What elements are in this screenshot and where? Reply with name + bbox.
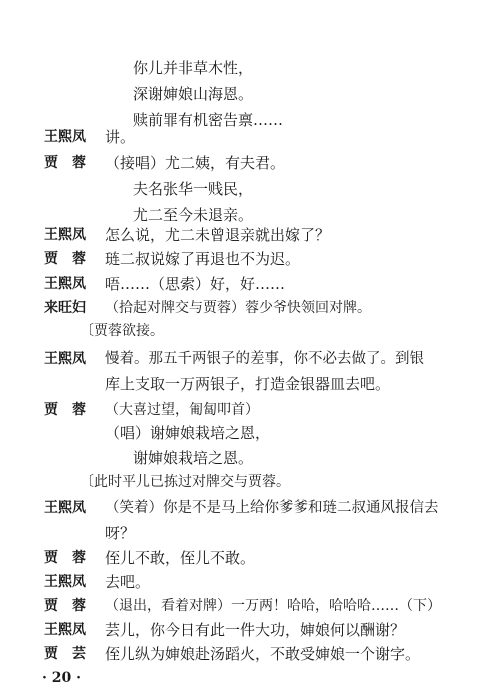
speaker-name: 王熙凤 xyxy=(44,351,86,367)
verse-line: 夫名张华一贱民， xyxy=(133,180,254,198)
stage-direction: 〔此时平儿已拣过对牌交与贾蓉。 xyxy=(80,474,290,490)
verse-line: 谢婶娘栽培之恩。 xyxy=(133,449,254,467)
dialogue-line: （拾起对牌交与贾蓉）蓉少爷快领回对牌。 xyxy=(105,300,371,316)
speaker-name: 王熙凤 xyxy=(44,500,86,516)
dialogue-line: 芸儿，你今日有此一件大功，婶娘何以酬谢？ xyxy=(105,621,406,639)
speaker-name: 贾 蓉 xyxy=(44,550,86,566)
dialogue-line: 慢着。那五千两银子的差事，你不必去做了。到银 xyxy=(105,351,424,367)
dialogue-line: （大喜过望，匍匐叩首） xyxy=(105,402,259,418)
speaker-name: 王熙凤 xyxy=(44,276,86,292)
dialogue-line: 琏二叔说嫁了再退也不为迟。 xyxy=(105,250,301,268)
dialogue-line: 去吧。 xyxy=(105,573,151,591)
speaker-name: 贾 蓉 xyxy=(44,251,86,267)
dialogue-line: 讲。 xyxy=(105,128,136,146)
speaker-name: 贾 蓉 xyxy=(44,155,86,171)
dialogue-line: 侄儿不敢，侄儿不敢。 xyxy=(105,549,256,567)
page-number: · 20 · xyxy=(42,670,81,686)
dialogue-line: （接唱）尤二姨，有夫君。 xyxy=(105,154,286,172)
speaker-name: 贾 蓉 xyxy=(44,598,86,614)
speaker-name: 王熙凤 xyxy=(44,622,86,638)
verse-line: 你儿并非草木性， xyxy=(133,59,254,77)
dialogue-line: 怎么说，尤二未曾退亲就出嫁了？ xyxy=(105,226,331,244)
dialogue-line: （笑着）你是不是马上给你爹爹和琏二叔通风报信去 xyxy=(105,500,439,516)
verse-line: （唱）谢婶娘栽培之恩， xyxy=(105,424,271,442)
verse-line: 尤二至今未退亲。 xyxy=(133,206,254,224)
speaker-name: 王熙凤 xyxy=(44,227,86,243)
speaker-name: 王熙凤 xyxy=(44,574,86,590)
verse-line: 赎前罪有机密告禀…… xyxy=(133,111,284,129)
speaker-name: 王熙凤 xyxy=(44,129,86,145)
stage-direction: 〔贾蓉欲接。 xyxy=(80,323,164,339)
dialogue-line: 唔……（思索）好，好…… xyxy=(105,275,286,293)
dialogue-line: （退出，看着对牌）一万两！哈哈，哈哈哈……（下） xyxy=(105,598,441,614)
speaker-name: 贾 芸 xyxy=(44,646,86,662)
dialogue-continuation: 库上支取一万两银子，打造金银器皿去吧。 xyxy=(105,375,391,393)
dialogue-continuation: 呀？ xyxy=(105,524,136,542)
speaker-name: 贾 蓉 xyxy=(44,402,86,418)
speaker-name: 来旺妇 xyxy=(44,300,86,316)
verse-line: 深谢婶娘山海恩。 xyxy=(133,85,254,103)
dialogue-line: 侄儿纵为婶娘赴汤蹈火，不敢受婶娘一个谢字。 xyxy=(105,645,421,663)
